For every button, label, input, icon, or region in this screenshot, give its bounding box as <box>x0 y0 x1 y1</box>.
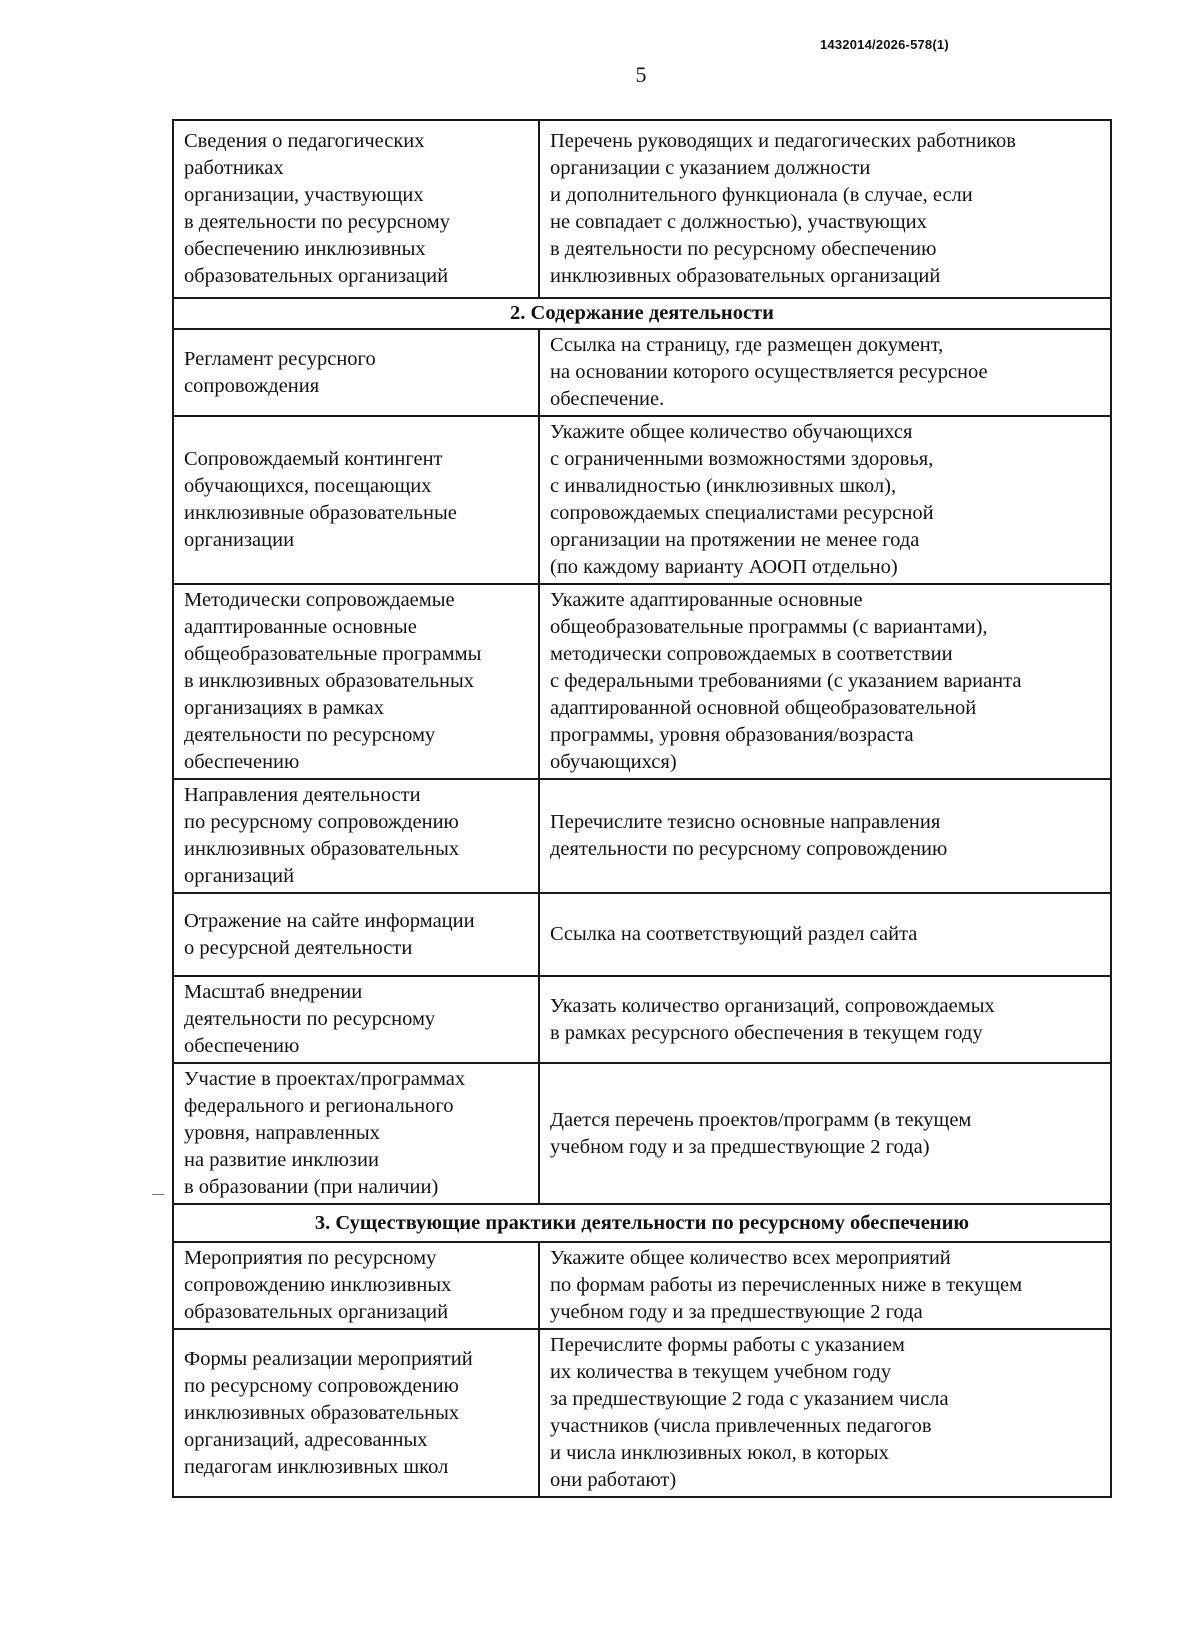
row-description: Перечислите формы работы с указанием их количества в текущем учебном году за предшествующие 2 года с указанием числа участников (числа привлеченных педагогов и числа инклюзивных юкол, в которых они работают) <box>539 1329 1111 1497</box>
row-description: Укажите общее количество всех мероприятий по формам работы из перечисленных ниже в текущем учебном году и за предшествующие 2 года <box>539 1242 1111 1329</box>
table-row <box>173 584 1111 779</box>
table-row <box>173 779 1111 893</box>
section-header-row <box>173 1204 1111 1242</box>
page-number: 5 <box>635 62 647 87</box>
section-title: 3. Существующие практики деятельности по ресурсному обеспечению <box>173 1204 1111 1242</box>
row-description: Укажите адаптированные основные общеобразовательные программы (с вариантами), методически сопровождаемых в соответствии с федеральными требованиями (с указанием варианта адаптированной основной общеобразовательной программы, уровня образования/возраста обучающихся) <box>539 584 1111 779</box>
table-row <box>173 976 1111 1063</box>
table-row <box>173 1329 1111 1497</box>
row-description: Перечень руководящих и педагогических работников организации с указанием должности и дополнительного функционала (в случае, если не совпадает с должностью), участвующих в деятельности по ресурсному обеспечению инклюзивных образовательных организаций <box>539 120 1111 298</box>
row-label: Участие в проектах/программах федерального и регионального уровня, направленных на развитие инклюзии в образовании (при наличии) <box>173 1063 539 1204</box>
table-row <box>173 1242 1111 1329</box>
margin-mark <box>152 1194 164 1195</box>
row-label: Отражение на сайте информации о ресурсной деятельности <box>173 893 539 976</box>
section-header-row <box>173 298 1111 329</box>
row-label: Сопровождаемый контингент обучающихся, посещающих инклюзивные образовательные организации <box>173 416 539 584</box>
row-description: Дается перечень проектов/программ (в текущем учебном году и за предшествующие 2 года) <box>539 1063 1111 1204</box>
requirements-table <box>172 119 1112 1498</box>
table-row <box>173 120 1111 298</box>
table-row <box>173 416 1111 584</box>
row-label: Масштаб внедрении деятельности по ресурсному обеспечению <box>173 976 539 1063</box>
row-label: Регламент ресурсного сопровождения <box>173 329 539 416</box>
row-description: Перечислите тезисно основные направления деятельности по ресурсному сопровождению <box>539 779 1111 893</box>
table-row <box>173 1063 1111 1204</box>
document-code: 1432014/2026-578(1) <box>820 37 949 52</box>
row-label: Формы реализации мероприятий по ресурсному сопровождению инклюзивных образовательных организаций, адресованных педагогам инклюзивных школ <box>173 1329 539 1497</box>
row-label: Направления деятельности по ресурсному сопровождению инклюзивных образовательных организаций <box>173 779 539 893</box>
table-row <box>173 893 1111 976</box>
section-title: 2. Содержание деятельности <box>173 298 1111 329</box>
row-description: Укажите общее количество обучающихся с ограниченными возможностями здоровья, с инвалидностью (инклюзивных школ), сопровождаемых специалистами ресурсной организации на протяжении не менее года (по каждому варианту АООП отдельно) <box>539 416 1111 584</box>
row-label: Методически сопровождаемые адаптированные основные общеобразовательные программы в инклюзивных образовательных организациях в рамках деятельности по ресурсному обеспечению <box>173 584 539 779</box>
row-label: Мероприятия по ресурсному сопровождению инклюзивных образовательных организаций <box>173 1242 539 1329</box>
row-description: Ссылка на страницу, где размещен документ, на основании которого осуществляется ресурсное обеспечение. <box>539 329 1111 416</box>
table-row <box>173 329 1111 416</box>
row-description: Ссылка на соответствующий раздел сайта <box>539 893 1111 976</box>
row-description: Указать количество организаций, сопровождаемых в рамках ресурсного обеспечения в текущем году <box>539 976 1111 1063</box>
row-label: Сведения о педагогических работниках организации, участвующих в деятельности по ресурсному обеспечению инклюзивных образовательных организаций <box>173 120 539 298</box>
